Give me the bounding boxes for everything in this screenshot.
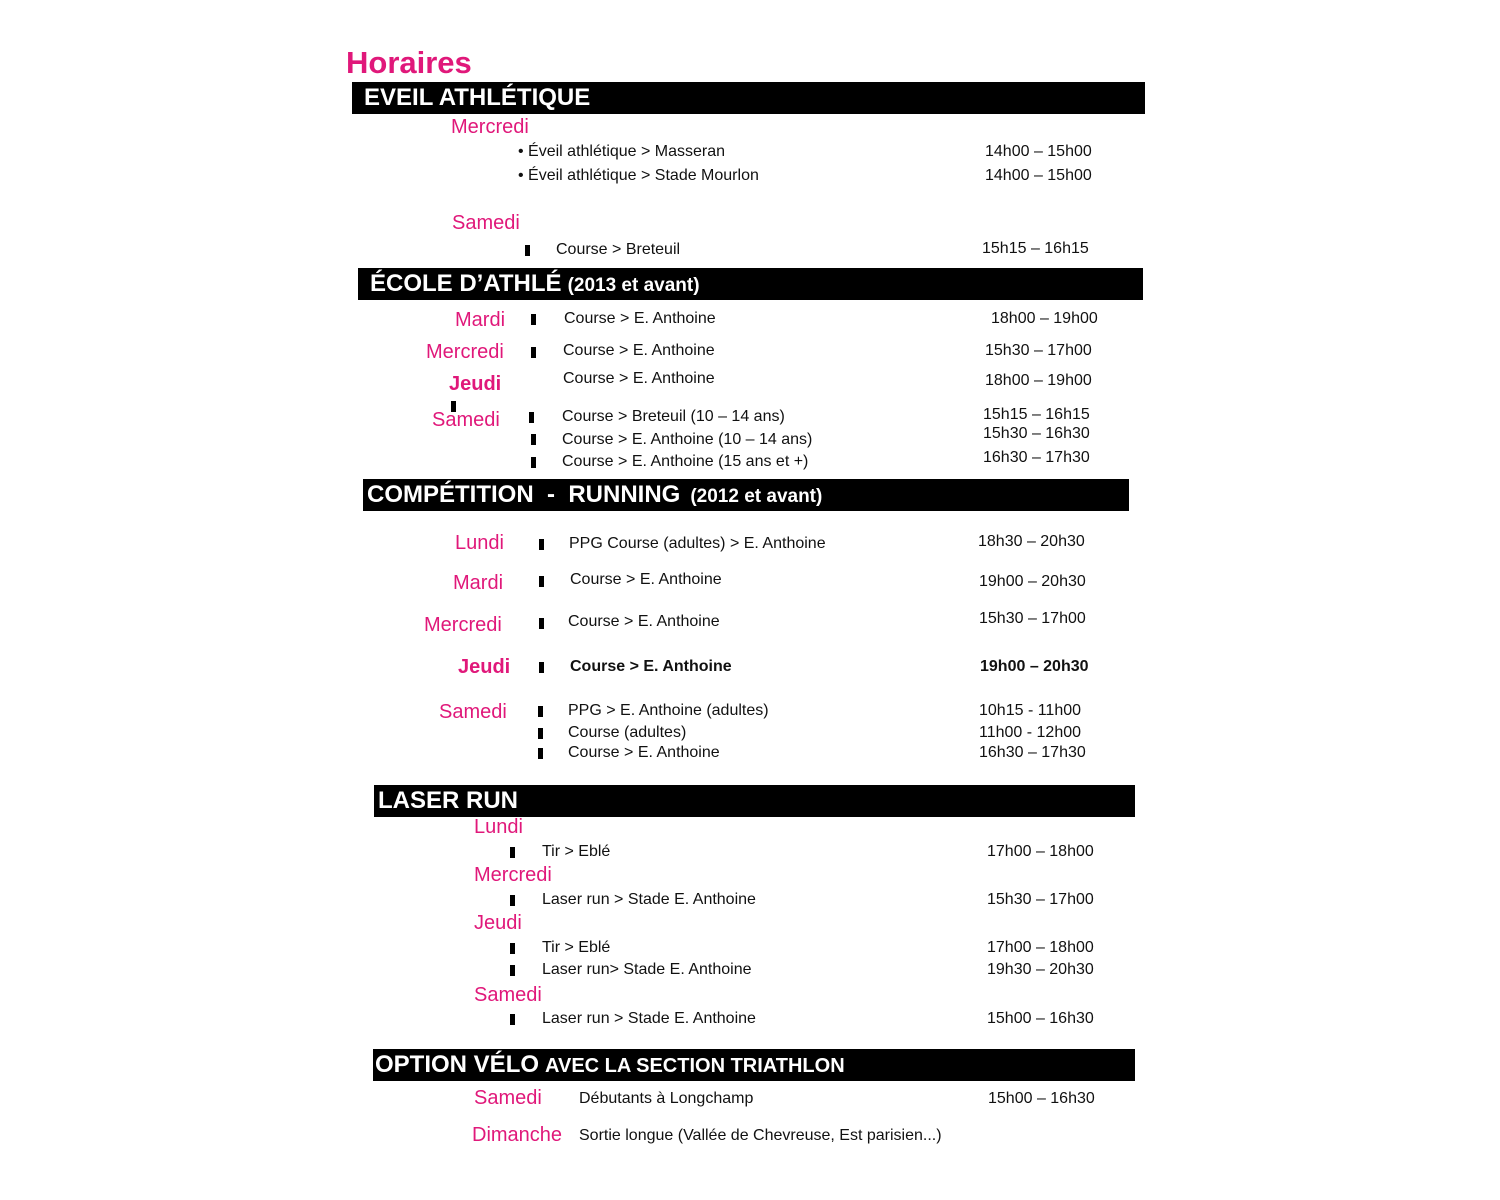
- activity-text: • Éveil athlétique > Stade Mourlon: [518, 167, 759, 184]
- time-slot: 14h00 – 15h00: [985, 167, 1092, 184]
- time-slot: 10h15 - 11h00: [979, 702, 1082, 719]
- section-header-label: EVEIL ATHLÉTIQUE: [364, 84, 591, 111]
- time-slot: 18h00 – 19h00: [985, 372, 1092, 389]
- bullet-icon: [539, 576, 544, 587]
- bullet-icon: [525, 245, 530, 256]
- activity-text: Tir > Eblé: [542, 843, 611, 860]
- day-label: Mercredi: [426, 341, 504, 363]
- time-slot: 11h00 - 12h00: [979, 724, 1082, 741]
- activity-text: Course > E. Anthoine (15 ans et +): [562, 453, 809, 470]
- time-slot: 19h00 – 20h30: [979, 573, 1086, 590]
- day-label: Mercredi: [451, 116, 529, 138]
- page-title: Horaires: [346, 45, 472, 80]
- section-header-label: LASER RUN: [378, 787, 519, 814]
- bullet-icon: [531, 314, 536, 325]
- day-label: Mardi: [455, 309, 506, 331]
- activity-text: Course > E. Anthoine: [570, 658, 732, 675]
- bullet-icon: [531, 434, 536, 445]
- bullet-icon: [510, 1014, 515, 1025]
- section-header-label: OPTION VÉLO: [375, 1051, 540, 1078]
- time-slot: 15h00 – 16h30: [988, 1090, 1095, 1107]
- activity-text: Course > E. Anthoine: [570, 571, 722, 588]
- time-slot: 15h30 – 17h00: [985, 342, 1092, 359]
- day-label: Lundi: [455, 532, 504, 554]
- activity-text: Laser run> Stade E. Anthoine: [542, 961, 752, 978]
- time-slot: 18h30 – 20h30: [978, 533, 1085, 550]
- time-slot: 17h00 – 18h00: [987, 843, 1094, 860]
- bullet-icon: [539, 539, 544, 550]
- section-header-sub: AVEC LA SECTION TRIATHLON: [545, 1055, 845, 1077]
- day-label: Dimanche: [472, 1124, 563, 1146]
- activity-text: • Éveil athlétique > Masseran: [518, 143, 726, 160]
- bullet-icon: [529, 412, 534, 423]
- bullet-icon: [539, 618, 544, 629]
- section-header-eveil: [352, 82, 1145, 114]
- time-slot: 15h30 – 17h00: [987, 891, 1094, 908]
- section-header-competition: [363, 479, 1129, 511]
- day-label: Jeudi: [449, 373, 502, 395]
- time-slot: 15h30 – 16h30: [983, 425, 1090, 442]
- section-header-label: COMPÉTITION - RUNNING: [367, 481, 681, 508]
- activity-text: Tir > Eblé: [542, 939, 611, 956]
- bullet-icon: [538, 728, 543, 739]
- bullet-icon: [531, 457, 536, 468]
- time-slot: 17h00 – 18h00: [987, 939, 1094, 956]
- section-header-sub: (2013 et avant): [567, 275, 700, 296]
- activity-text: Course > Breteuil: [556, 241, 681, 258]
- section-header-sub: (2012 et avant): [690, 486, 823, 507]
- time-slot: 19h30 – 20h30: [987, 961, 1094, 978]
- bullet-icon: [510, 847, 515, 858]
- day-label: Mercredi: [474, 864, 552, 886]
- day-label: Samedi: [474, 1087, 542, 1109]
- time-slot: 18h00 – 19h00: [991, 310, 1098, 327]
- day-label: Mercredi: [424, 614, 502, 636]
- bullet-icon: [538, 748, 543, 759]
- day-label: Samedi: [432, 409, 500, 431]
- activity-text: PPG Course (adultes) > E. Anthoine: [569, 535, 826, 552]
- activity-text: Laser run > Stade E. Anthoine: [542, 1010, 756, 1027]
- bullet-icon: [510, 895, 515, 906]
- time-slot: 19h00 – 20h30: [980, 658, 1089, 675]
- bullet-icon: [510, 943, 515, 954]
- day-label: Lundi: [474, 816, 523, 838]
- day-label: Jeudi: [474, 912, 522, 934]
- activity-text: Sortie longue (Vallée de Chevreuse, Est parisien...): [579, 1127, 942, 1144]
- day-label: Jeudi: [458, 656, 511, 678]
- bullet-icon: [510, 965, 515, 976]
- section-header-laser-run: [374, 785, 1135, 817]
- time-slot: 15h30 – 17h00: [979, 610, 1086, 627]
- section-header-ecole: [358, 268, 1143, 300]
- time-slot: 14h00 – 15h00: [985, 143, 1092, 160]
- time-slot: 15h15 – 16h15: [982, 240, 1089, 257]
- activity-text: Course > E. Anthoine: [563, 342, 715, 359]
- section-header-label: ÉCOLE D’ATHLÉ: [370, 270, 562, 297]
- bullet-icon: [538, 706, 543, 717]
- activity-text: Course > Breteuil (10 – 14 ans): [562, 408, 785, 425]
- activity-text: Course > E. Anthoine (10 – 14 ans): [562, 431, 813, 448]
- activity-text: Laser run > Stade E. Anthoine: [542, 891, 756, 908]
- activity-text: Course > E. Anthoine: [568, 613, 720, 630]
- day-label: Samedi: [452, 212, 520, 234]
- activity-text: Course > E. Anthoine: [568, 744, 720, 761]
- day-label: Samedi: [474, 984, 542, 1006]
- activity-text: Débutants à Longchamp: [579, 1090, 754, 1107]
- bullet-icon: [539, 662, 544, 673]
- activity-text: Course > E. Anthoine: [564, 310, 716, 327]
- bullet-icon: [531, 347, 536, 358]
- time-slot: 16h30 – 17h30: [983, 449, 1090, 466]
- activity-text: Course (adultes): [568, 724, 687, 741]
- activity-text: Course > E. Anthoine: [563, 370, 715, 387]
- activity-text: PPG > E. Anthoine (adultes): [568, 702, 769, 719]
- day-label: Mardi: [453, 572, 504, 594]
- time-slot: 16h30 – 17h30: [979, 744, 1086, 761]
- time-slot: 15h00 – 16h30: [987, 1010, 1094, 1027]
- section-header-velo: [373, 1049, 1135, 1081]
- day-label: Samedi: [439, 701, 507, 723]
- time-slot: 15h15 – 16h15: [983, 406, 1090, 423]
